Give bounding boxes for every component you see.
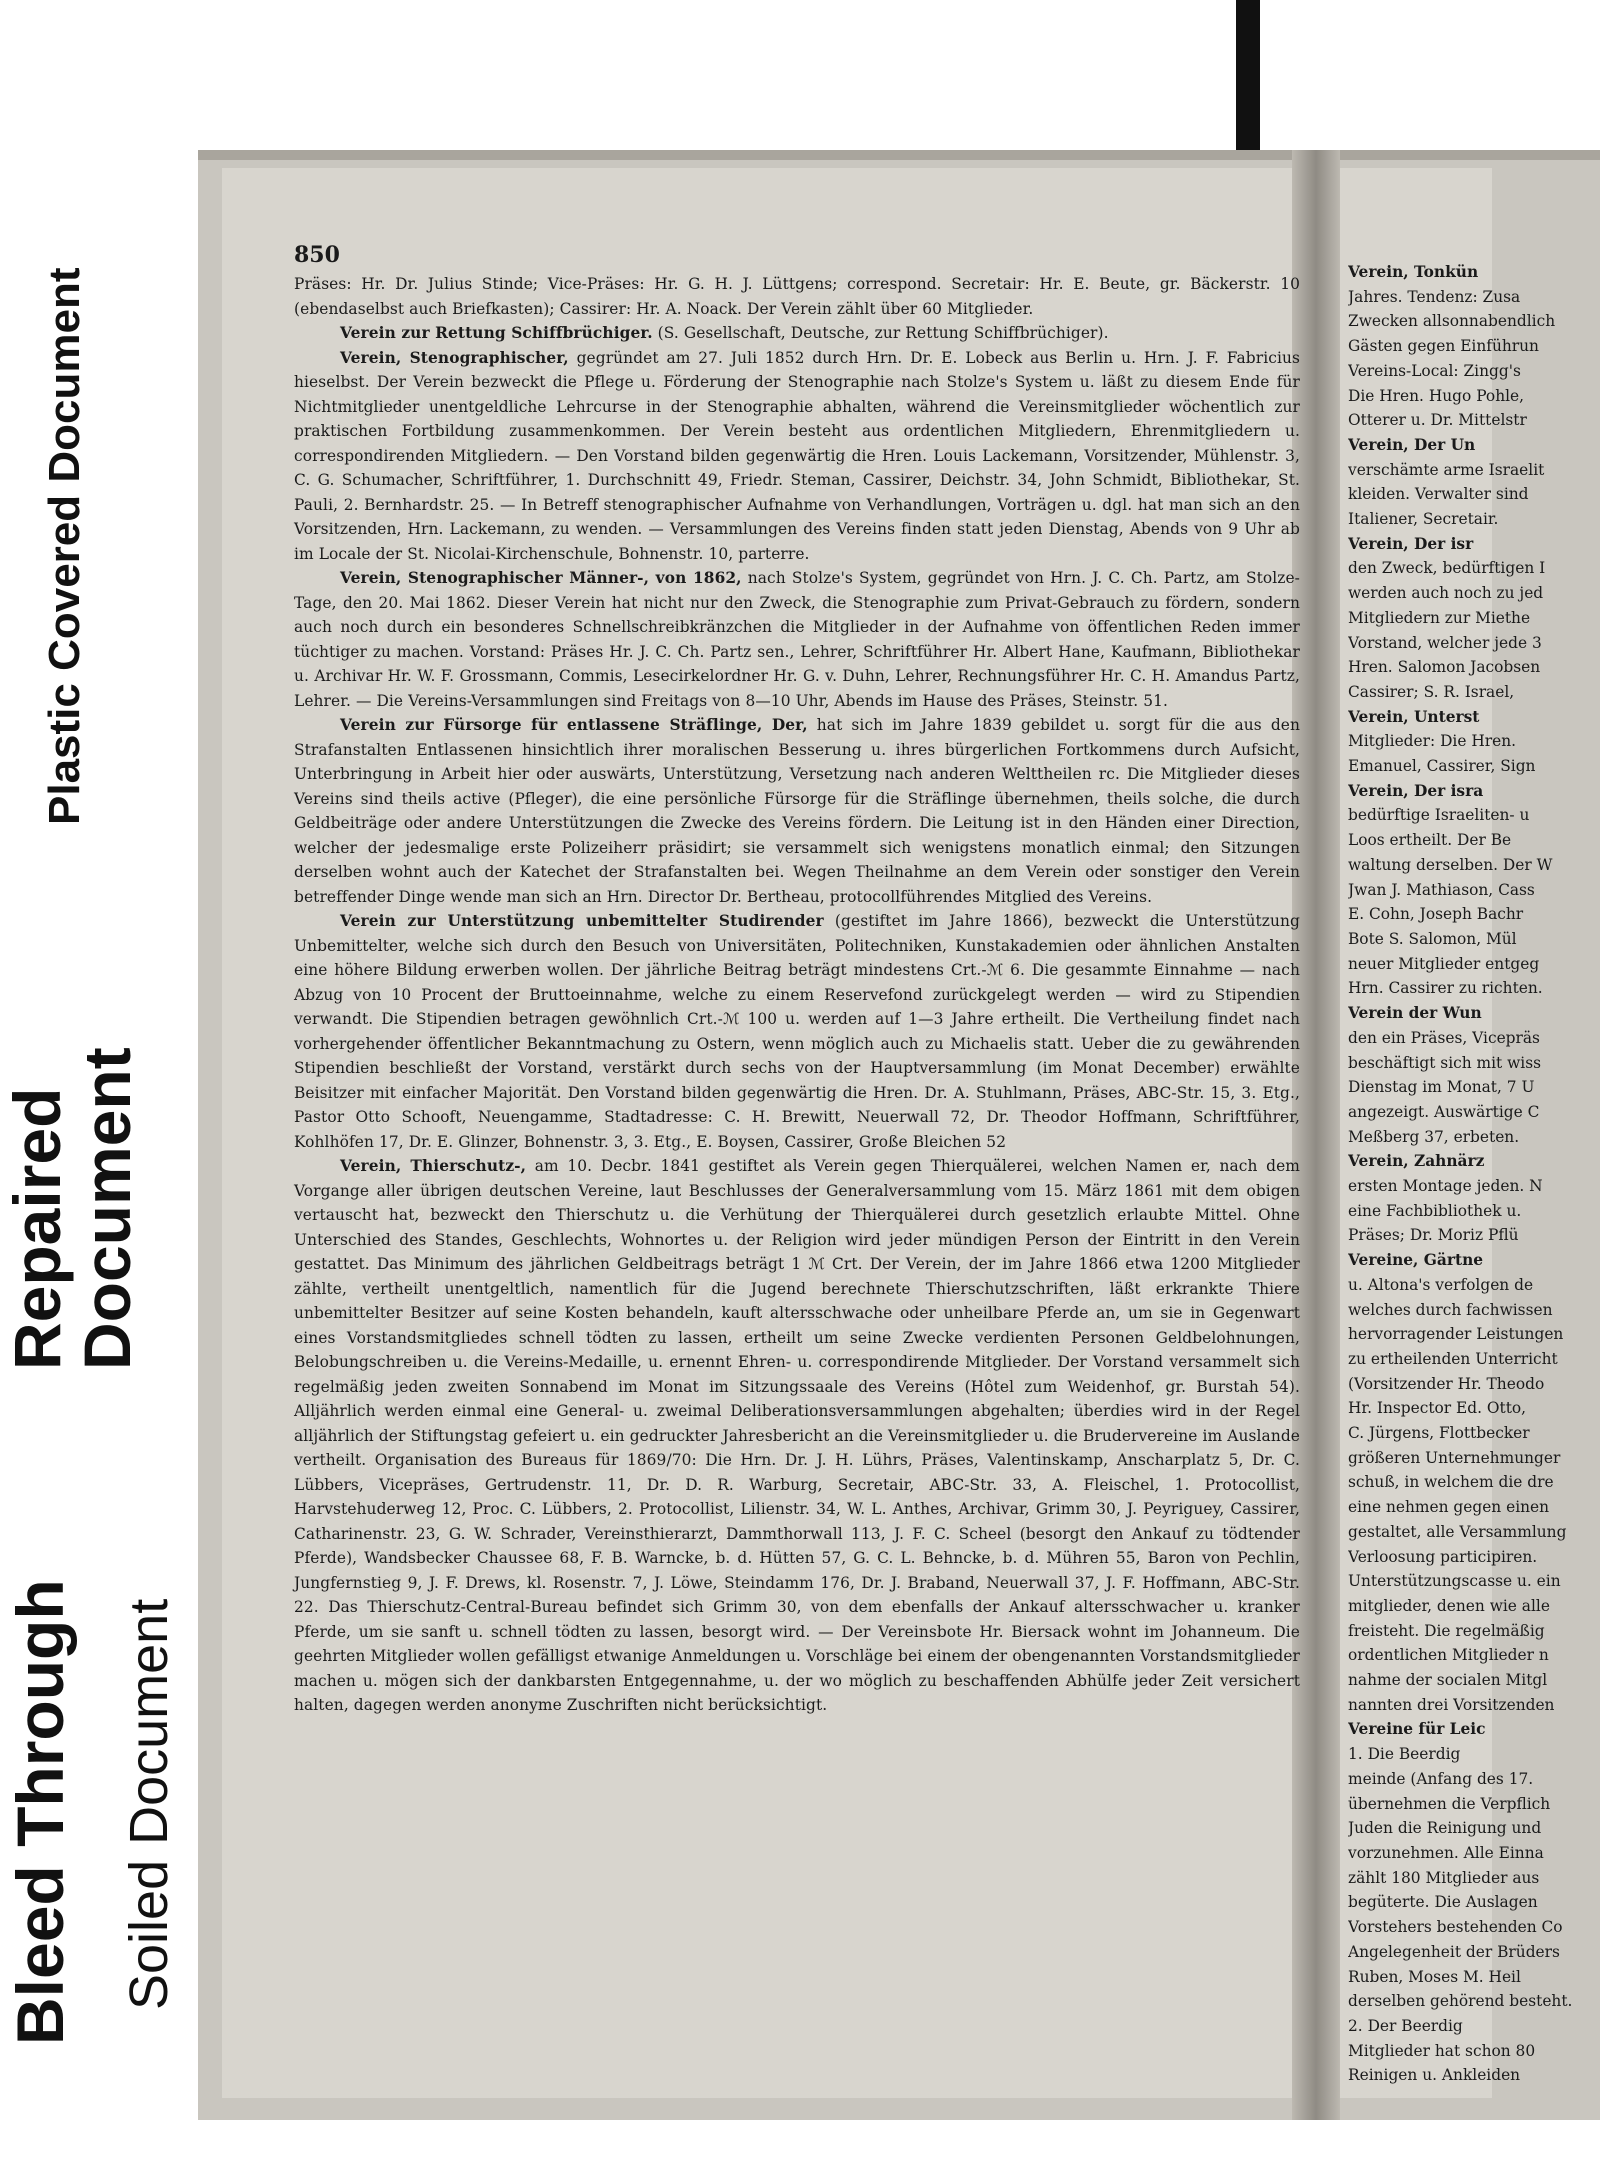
right-column-line: Bote S. Salomon, Mül <box>1348 929 1517 948</box>
right-column-line: Italiener, Secretair. <box>1348 510 1499 529</box>
right-column-line: Reinigen u. Ankleiden <box>1348 2066 1521 2085</box>
label-repaired-document <box>2 1047 142 1370</box>
right-column-line: angezeigt. Auswärtige C <box>1348 1102 1540 1121</box>
right-column-line: Unterstützungscasse u. ein <box>1348 1572 1561 1591</box>
entry-heading: Verein zur Unterstützung unbemittelter Studirender <box>340 912 824 930</box>
label-repaired: Repaired <box>0 1087 74 1370</box>
right-column-line: Vereine für Leic <box>1348 1720 1486 1739</box>
right-column-line: übernehmen die Verpflich <box>1348 1794 1551 1813</box>
entry-heading: Verein zur Rettung Schiffbrüchiger. <box>340 324 653 342</box>
entry-text: Präses: Hr. Dr. Julius Stinde; Vice-Präses: Hr. G. H. J. Lüttgens; correspond. Secretair: Hr. E. Beute, gr. Bäckerstr. 10 (ebendaselbst auch Briefkasten); Cassirer: Hr. A. Noack. Der Verein zählt über 60 Mitglieder. <box>294 275 1300 318</box>
right-column-line: kleiden. Verwalter sind <box>1348 485 1529 504</box>
right-column-line: u. Altona's verfolgen de <box>1348 1275 1534 1294</box>
label-plastic-covered: Plastic Covered Document <box>40 267 89 825</box>
right-column-line: Angelegenheit der Brüders <box>1348 1942 1560 1961</box>
entry-heading: Verein, Thierschutz-, <box>340 1157 527 1175</box>
right-column-line: Verein, Tonkün <box>1348 263 1479 281</box>
right-column-line: derselben gehörend besteht. <box>1348 1992 1573 2011</box>
right-column-line: werden auch noch zu jed <box>1348 584 1544 603</box>
right-column-line: welches durch fachwissen <box>1348 1300 1553 1319</box>
entry-text: am 10. Decbr. 1841 gestiftet als Verein gegen Thierquälerei, welchen Namen er, nach dem Vorgange aller übrigen deutschen Vereine, laut Beschlusses der Generalversammlung vom 15. März 1861 mit dem obigen vertauscht hat, bezweckt den Thierschutz u. die Verhütung der Thierquälerei durch gesetzlich erlaubte Mittel. Ohne Unterschied des Standes, Geschlechts, Wohnortes u. der Religion wird jeder mündigen Person der Eintritt in den Verein gestattet. Das Minimum des jährlichen Geldbeitrags beträgt 1 ℳ Crt. Der Verein, der im Jahre 1866 etwa 1200 Mitglieder zählte, vertheilt unentgeltlich, namentlich für die Jugend berechnete Thierschutzschriften, läßt erkrankte Thiere unbemittelter Besitzer auf seine Kosten behandeln, kauft altersschwache oder unheilbare Pferde an, um sie in Gegenwart eines Vorstandsmitgliedes schnell tödten zu lassen, ertheilt um seine Zwecke verdienten Personen Geldbelohnungen, Belobungschreiben u. die Vereins-Medaille, u. ernennt Ehren- u. correspondirende Mitglieder. Der Vorstand versammelt sich regelmäßig jeden zweiten Sonnabend im Monat im Sitzungssaale des Vereins (Hôtel zum Weidenhof, gr. Burstah 54). Alljährlich werden einmal eine General- u. zweimal Deliberationsversammlungen abgehalten; überdies wird in der Regel alljährlich der Stiftungstag gefeiert u. ein gedruckter Jahresbericht an die Vereinsmitglieder u. die Brudervereine im Auslande vertheilt. Organisation des Bureaus für 1869/70: Die Hrn. Dr. J. H. Lührs, Präses, Valentinskamp, Anscharplatz 5, Dr. C. Lübbers, Vicepräses, Gertrudenstr. 11, Dr. D. R. Warburg, Secretair, ABC-Str. 33, A. Fleischel, 1. Protocollist, Harvstehuderweg 12, Proc. C. Lübbers, 2. Protocollist, Lilienstr. 34, W. L. Anthes, Archivar, Grimm 30, J. Peyriguey, Cassirer, Catharinenstr. 23, G. W. Schrader, Vereinsthierarzt, Dammthorwall 113, J. F. C. Scheel (besorgt den Ankauf zu tödtender Pferde), Wandsbecker Chaussee 68, F. B. Warncke, b. d. Hütten 57, G. C. L. Behncke, b. d. Mühren 55, Baron von Pechlin, Jungfernstieg 9, J. F. Drews, kl. Rosenstr. 7, J. Löwe, Steindamm 176, Dr. J. Braband, Neuerwall 37, J. F. Hoffmann, ABC-Str. 22. Das Thierschutz-Central-Bureau befindet sich Grimm 30, von dem ebenfalls der Ankauf altersschwacher u. kranker Pferde, um sie sanft u. schnell tödten zu lassen, besorgt wird. — Der Vereinsbote Hr. Biersack wohnt im Johanneum. Die geehrten Mitglieder wollen gefälligst etwanige Anmeldungen u. Vorschläge bei einem der obengenannten Vorstandsmitglieder machen u. mögen sich der dankbarsten Entgegennahme, u. der wo möglich zu beschaffenden Abhülfe jeder Zeit versichert halten, dagegen werden anonyme Zuschriften nicht berücksichtigt. <box>294 1157 1300 1714</box>
right-column-line: Vorstand, welcher jede 3 <box>1348 633 1542 652</box>
entry-text: gegründet am 27. Juli 1852 durch Hrn. Dr. E. Lobeck aus Berlin u. Hrn. J. F. Fabricius hieselbst. Der Verein bezweckt die Pflege u. Förderung der Stenographie nach Stolze's System u. läßt zu diesem Ende für Nichtmitglieder unentgeldliche Lehrcurse in der Stenographie abhalten, während die Vereinsmitglieder wöchentlich zur praktischen Fortbildung zusammenkommen. Der Verein besteht aus ordentlichen Mitgliedern, Ehrenmitgliedern u. correspondirenden Mitgliedern. — Den Vorstand bilden gegenwärtig die Hren. Louis Lackemann, Vorsitzender, Mühlenstr. 3, C. G. Schumacher, Schriftführer, 1. Durchschnitt 49, Friedr. Steman, Cassirer, Deichstr. 34, John Schmidt, Bibliothekar, St. Pauli, 2. Bernhardstr. 25. — In Betreff stenographischer Aufnahme von Verhandlungen, Vorträgen u. dgl. hat man sich an den Vorsitzenden, Hrn. Lackemann, zu wenden. — Versammlungen des Vereins finden statt jeden Dienstag, Abends von 9 Uhr ab im Locale der St. Nicolai-Kirchenschule, Bohnenstr. 10, parterre. <box>294 348 1300 563</box>
right-column-line: 1. Die Beerdig <box>1348 1745 1461 1764</box>
right-column-line: zählt 180 Mitglieder aus <box>1348 1868 1540 1887</box>
right-column-line: beschäftigt sich mit wiss <box>1348 1053 1542 1072</box>
condition-labels <box>0 0 180 2177</box>
right-column-line: Juden die Reinigung und <box>1348 1819 1542 1838</box>
right-column-line: Hrn. Cassirer zu richten. <box>1348 979 1543 998</box>
right-column-line: ordentlichen Mitglieder n <box>1348 1646 1549 1665</box>
right-column-line: gestaltet, alle Versammlung <box>1348 1522 1567 1541</box>
right-column-line: Verein, Der isra <box>1348 781 1484 800</box>
right-column-line: verschämte arme Israelit <box>1348 460 1545 479</box>
right-column-line: zu ertheilenden Unterricht <box>1348 1349 1558 1368</box>
right-column-line: Dienstag im Monat, 7 U <box>1348 1078 1535 1097</box>
right-column-line: Verein, Der Un <box>1348 435 1476 454</box>
right-column-line: Jwan J. Mathiason, Cass <box>1348 880 1535 899</box>
right-column-line: Die Hren. Hugo Pohle, <box>1348 386 1525 405</box>
right-column-line: den Zweck, bedürftigen I <box>1348 559 1546 578</box>
right-column-line: mitglieder, denen wie alle <box>1348 1596 1550 1615</box>
right-column-line: schuß, in welchem die dre <box>1348 1473 1554 1492</box>
entry-paragraph <box>294 346 1300 567</box>
right-column-line: Verein, Zahnärz <box>1348 1152 1485 1171</box>
right-column-line: waltung derselben. Der W <box>1348 855 1553 874</box>
right-column-line: C. Jürgens, Flottbecker <box>1348 1424 1530 1443</box>
right-column-line: Verloosung participiren. <box>1348 1547 1538 1566</box>
right-column-line: Vorstehers bestehenden Co <box>1348 1918 1563 1937</box>
right-column-line: Verein der Wun <box>1348 1004 1482 1023</box>
right-column-line: 2. Der Beerdig <box>1348 2016 1463 2035</box>
left-column <box>294 242 1300 1718</box>
right-column-line: nahme der socialen Mitgl <box>1348 1671 1548 1690</box>
entry-paragraph <box>294 272 1300 321</box>
right-column-line: Zwecken allsonnabendlich <box>1348 312 1556 331</box>
right-column-line: eine Fachbibliothek u. <box>1348 1201 1522 1220</box>
entry-heading: Verein zur Fürsorge für entlassene Sträflinge, Der, <box>340 716 808 734</box>
right-column-line: hervorragender Leistungen <box>1348 1325 1564 1344</box>
right-column-line: (Vorsitzender Hr. Theodo <box>1348 1374 1545 1393</box>
right-column-line: Loos ertheilt. Der Be <box>1348 831 1512 850</box>
right-column-line: bedürftige Israeliten- u <box>1348 806 1530 825</box>
entry-text: nach Stolze's System, gegründet von Hrn. J. C. Ch. Partz, am Stolze-Tage, den 20. Mai 1862. Dieser Verein hat nicht nur den Zweck, die Stenographie zum Privat-Gebrauch zu fördern, sondern auch noch durch ein besonderes Schnellschreibkränzchen die Mitglieder in der Aufnahme von öffentlichen Reden immer tüchtiger zu machen. Vorstand: Präses Hr. J. C. Ch. Partz sen., Lehrer, Schriftführer Hr. Albert Hane, Kaufmann, Bibliothekar u. Archivar Hr. W. F. Grossmann, Commis, Lesecirkelordner Hr. G. v. Duhn, Lehrer, Rechnungsführer Hr. C. H. Amandus Partz, Lehrer. — Die Vereins-Versammlungen sind Freitags von 8—10 Uhr, Abends im Hause des Präses, Steinstr. 51. <box>294 569 1300 710</box>
entry-paragraph <box>294 909 1300 1154</box>
entry-heading: Verein, Stenographischer Männer-, von 1862, <box>340 569 742 587</box>
right-column-line: Mitglieder: Die Hren. <box>1348 732 1517 751</box>
right-column-line: Otterer u. Dr. Mittelstr <box>1348 411 1527 430</box>
label-soiled-document: Soiled Document <box>119 1598 179 2010</box>
right-column-line: Präses; Dr. Moriz Pflü <box>1348 1226 1519 1245</box>
label-bleed-through: Bleed Through <box>3 1579 77 2045</box>
page-edge <box>198 150 1600 160</box>
right-column-line: eine nehmen gegen einen <box>1348 1498 1550 1517</box>
right-column-line: Hren. Salomon Jacobsen <box>1348 658 1541 677</box>
right-column-line: E. Cohn, Joseph Bachr <box>1348 905 1524 924</box>
entry-text: hat sich im Jahre 1839 gebildet u. sorgt für die aus den Strafanstalten Entlassenen hinsichtlich ihrer moralischen Besserung u. ihres bürgerlichen Fortkommens durch Aufsicht, Unterbringung in Arbeit hier oder auswärts, Unterstützung, Versetzung nach anderen Welttheilen rc. Die Mitglieder dieses Vereins sind theils active (Pfleger), die eine persönliche Fürsorge für die Sträflinge übernehmen, theils solche, die durch Geldbeiträge oder andere Unterstützungen die Zwecke des Vereins fördern. Die Leitung ist in den Händen einer Direction, welcher der jedesmalige erste Polizeiherr präsidirt; sie versammelt sich wenigstens monatlich einmal; den Sitzungen derselben wohnt auch der Katechet der Strafanstalten bei. Wegen Theilnahme an dem Verein oder sonstiger den Verein betreffender Dinge wende man sich an Hrn. Director Dr. Bertheau, protocollführendes Mitglied des Vereins. <box>294 716 1300 906</box>
page-number: 850 <box>294 242 340 268</box>
right-column-line: freisteht. Die regelmäßig <box>1348 1621 1545 1640</box>
right-column-line: begüterte. Die Auslagen <box>1348 1893 1538 1912</box>
entry-text: (gestiftet im Jahre 1866), bezweckt die Unterstützung Unbemittelter, welche sich durch den Besuch von Universitäten, Politechniken, Kunstakademien oder ähnlichen Anstalten eine höhere Bildung erwerben wollen. Der jährliche Beitrag beträgt mindestens Crt.-ℳ 6. Die gesammte Einnahme — nach Abzug von 10 Procent der Bruttoeinnahme, welche zu einem Reservefond zurückgelegt werden — wird zu Stipendien verwandt. Die Stipendien betragen gewöhnlich Crt.-ℳ 100 u. werden auf 1—3 Jahre ertheilt. Die Vertheilung findet nach vorhergehender öffentlicher Bekanntmachung zu Ostern, wenn möglich auch zu Michaelis statt. Ueber die zu gewährenden Stipendien beschließt der Vorstand, verstärkt durch sechs von der Hauptversammlung (im Monat December) erwählte Beisitzer mit einfacher Majorität. Den Vorstand bilden gegenwärtig die Hren. Dr. A. Stuhlmann, Präses, ABC-Str. 15, 3. Etg., Pastor Otto Schooft, Neuengamme, Stadtadresse: C. H. Brewitt, Neuerwall 72, Dr. Theodor Hoffmann, Schriftführer, Kohlhöfen 17, Dr. E. Glinzer, Bohnenstr. 3, 3. Etg., E. Boysen, Cassirer, Große Bleichen 52 <box>294 912 1300 1151</box>
right-column-line: ersten Montage jeden. N <box>1348 1177 1543 1196</box>
right-column-line: Ruben, Moses M. Heil <box>1348 1967 1521 1986</box>
right-column-line: neuer Mitglieder entgeg <box>1348 954 1540 973</box>
right-column-line: nannten drei Vorsitzenden <box>1348 1695 1555 1714</box>
right-column-line: Verein, Unterst <box>1348 707 1480 726</box>
entry-heading: Verein, Stenographischer, <box>340 348 569 367</box>
entry-paragraph <box>294 321 1300 346</box>
entry-text: (S. Gesellschaft, Deutsche, zur Rettung Schiffbrüchiger). <box>652 324 1109 342</box>
right-column-line: Mitgliedern zur Miethe <box>1348 608 1531 627</box>
right-column-line: den ein Präses, Vicepräs <box>1348 1028 1540 1047</box>
entry-paragraph <box>294 713 1300 909</box>
right-column-line: Hr. Inspector Ed. Otto, <box>1348 1399 1527 1418</box>
right-column-line: vorzunehmen. Alle Einna <box>1348 1844 1544 1862</box>
right-column-line: Emanuel, Cassirer, Sign <box>1348 757 1536 776</box>
right-column-line: meinde (Anfang des 17. <box>1348 1769 1534 1788</box>
right-column-line: Vereine, Gärtne <box>1348 1251 1484 1270</box>
right-column <box>1348 260 1600 2088</box>
label-repaired-doc: Document <box>70 1047 144 1370</box>
right-column-line: Gästen gegen Einführun <box>1348 337 1539 356</box>
entry-paragraph <box>294 566 1300 713</box>
right-column-line: größeren Unternehmunger <box>1348 1448 1561 1467</box>
entry-paragraph <box>294 1154 1300 1718</box>
right-column-line: Jahres. Tendenz: Zusa <box>1348 287 1521 306</box>
right-column-line: Verein, Der isr <box>1348 534 1474 553</box>
binding-strip <box>1236 0 1260 150</box>
right-column-line: Vereins-Local: Zingg's <box>1348 361 1521 380</box>
right-column-line: Cassirer; S. R. Israel, <box>1348 682 1515 701</box>
scanned-page <box>198 150 1600 2120</box>
right-column-line: Mitglieder hat schon 80 <box>1348 2041 1536 2060</box>
right-column-line: Meßberg 37, erbeten. <box>1348 1127 1520 1146</box>
